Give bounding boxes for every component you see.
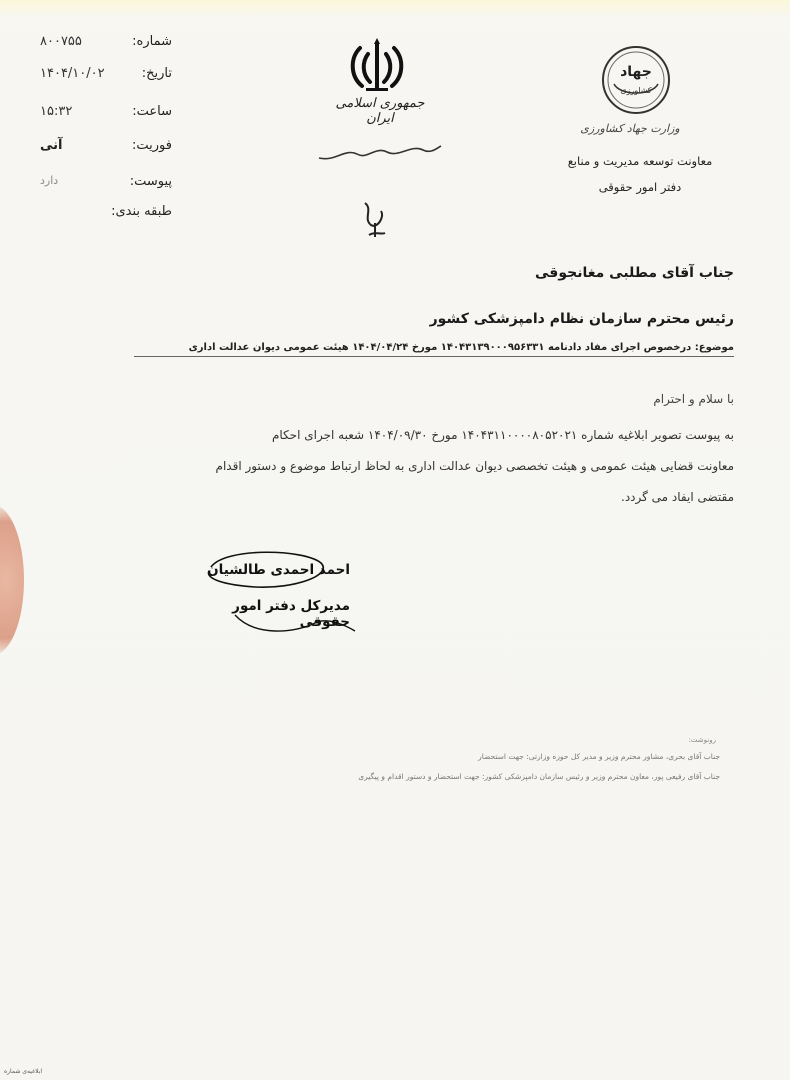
recipient-name: جناب آقای مطلبی مغانجوقی [535,265,734,281]
meta-date-label: تاریخ: [141,66,172,81]
meta-priority-label: فوریت: [132,138,172,153]
meta-date-value: ۱۴۰۴/۱۰/۰۲ [40,66,105,81]
minister-signature-icon [355,195,397,240]
meta-attachment-label: پیوست: [129,174,172,189]
meta-attachment-row [20,174,180,198]
meta-priority-row [20,138,180,162]
logo-name: جهاد [620,64,652,80]
meta-attachment-value: دارد [40,174,59,187]
cc-heading: رونوشت: [688,736,716,744]
meta-classification-row [20,204,180,228]
meta-time-label: ساعت: [132,104,172,119]
meta-number-row [20,34,180,58]
minister-calligraphy [315,138,445,166]
meta-time-row [20,104,180,128]
cc-line-1: جناب آقای بحری، مشاور محترم وزیر و مدیر کل حوزه وزارتی: جهت استحضار [478,752,720,761]
body-line-3: مقتضی ایفاد می گردد. [621,490,734,504]
meta-date-row [20,66,180,90]
finger-shadow [0,505,24,655]
meta-priority-value: آنی [40,138,63,153]
calligraphy-stroke-icon [315,138,445,166]
logo-sub: کشاورزی [620,86,652,95]
page-footer: ابلاغیه‌ی شماره [4,1068,43,1075]
meta-classification-label: طبقه بندی: [111,204,172,219]
body-line-1: به پیوست تصویر ابلاغیه شماره ۱۴۰۴۳۱۱۰۰۰۰۸۰۵۲۰۲۱ مورخ ۱۴۰۴/۰۹/۳۰ شعبه اجرای احکام [271,428,734,442]
recipient-title: رئیس محترم سازمان نظام دامپزشکی کشور [429,311,734,327]
government-title: جمهوری اسلامی ایران [335,96,425,126]
jahad-logo-icon [600,44,672,116]
meta-time-value: ۱۵:۳۲ [40,104,73,119]
signer-name: احمد احمدی طالشیان [207,562,350,578]
office-name: دفتر امور حقوقی [598,180,682,194]
meta-number-label: شماره: [132,34,172,49]
body-line-2: معاونت قضایی هیئت عمومی و هیئت تخصصی دیوان عدالت اداری به لحاظ ارتباط موضوع و دستور اقدام [215,459,734,473]
deputy-name: معاونت توسعه مدیریت و منابع [567,154,713,168]
iran-emblem-icon [346,36,408,96]
meta-number-value: ۸۰۰۷۵۵ [40,34,82,49]
cc-line-2: جناب آقای رفیعی پور، معاون محترم وزیر و رئیس سازمان دامپزشکی کشور: جهت استحضار و دستور اقدام و پیگیری [358,772,720,781]
handwritten-signature-icon [195,545,365,645]
signer-title: مدیرکل دفتر امور حقوقی [232,598,350,630]
ministry-name: وزارت جهاد کشاورزی [580,122,680,135]
salutation: با سلام و احترام [653,392,734,406]
letter-subject: موضوع: درخصوص اجرای مفاد دادنامه ۱۴۰۴۳۱۳۹۰۰۰۹۵۶۳۳۱ مورخ ۱۴۰۴/۰۴/۲۴ هیئت عمومی دیوان عدالت اداری [134,342,734,357]
